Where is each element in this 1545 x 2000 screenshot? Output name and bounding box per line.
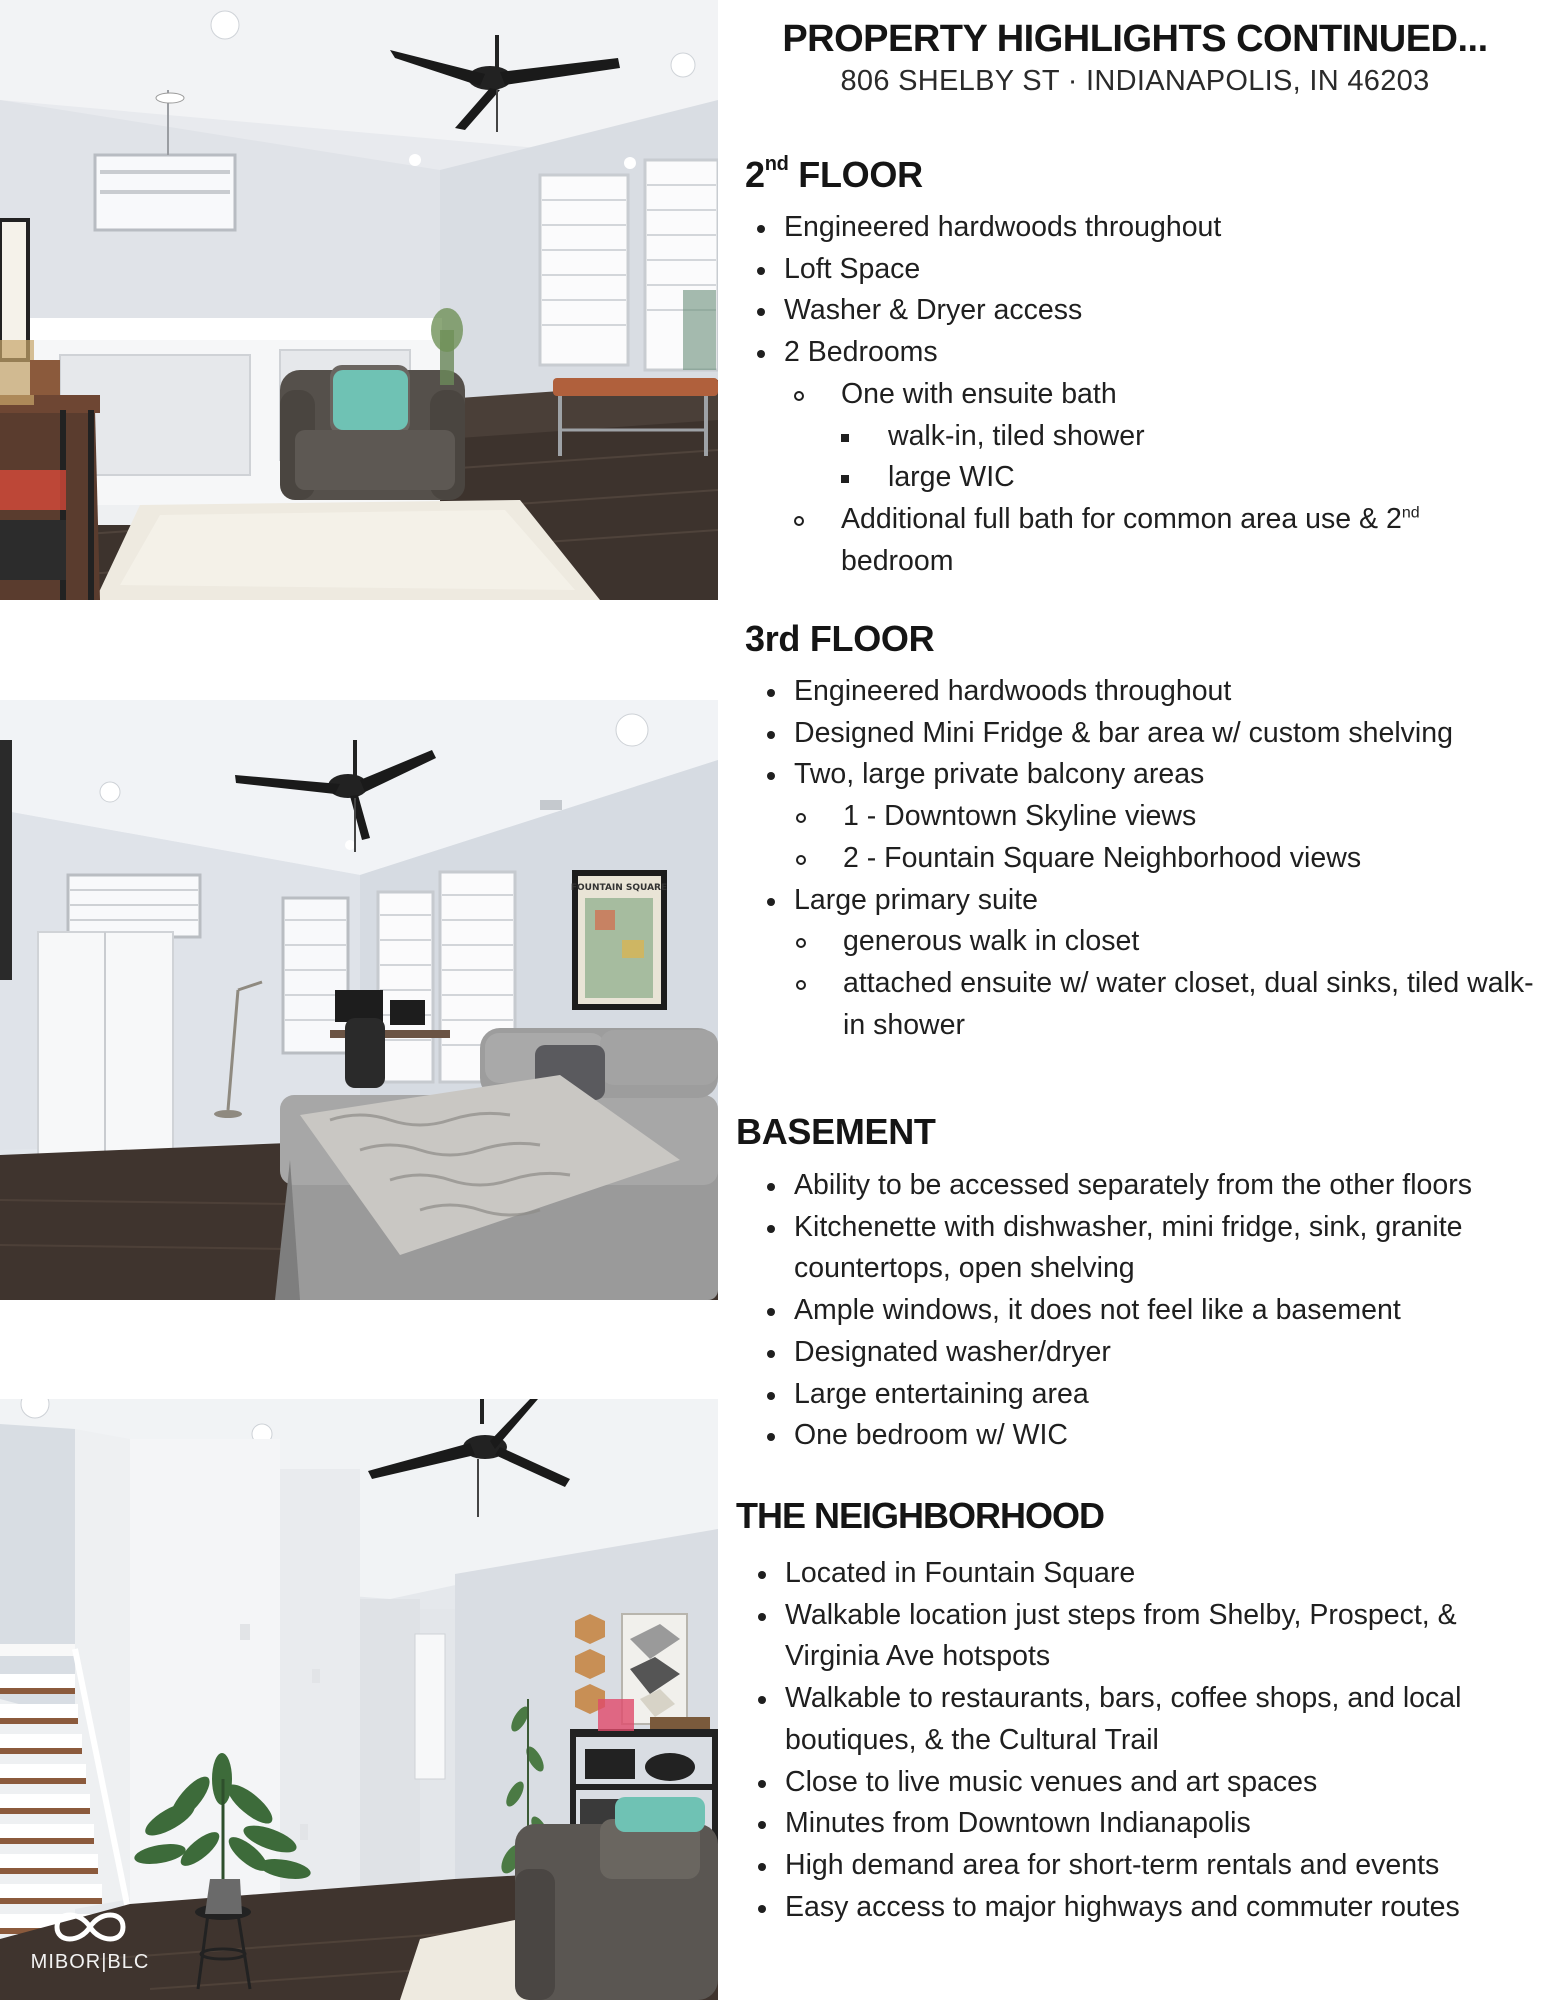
- page-header: [730, 16, 1540, 100]
- list-item: Large entertaining area: [755, 1374, 1536, 1416]
- list-item: Close to live music venues and art spaces: [746, 1762, 1536, 1804]
- list-item: 2 - Fountain Square Neighborhood views: [796, 838, 1540, 880]
- list-item: Walkable to restaurants, bars, coffee shops, and local boutiques, & the Cultural Trail: [746, 1678, 1536, 1761]
- list-item-label: One with ensuite bath: [841, 377, 1117, 410]
- page-title: PROPERTY HIGHLIGHTS CONTINUED...: [782, 18, 1488, 60]
- second-floor-heading-word: FLOOR: [798, 154, 923, 195]
- second-floor-list: [745, 207, 1540, 582]
- list-item: generous walk in closet: [796, 921, 1540, 963]
- list-item: attached ensuite w/ water closet, dual sinks, tiled walk-in shower: [796, 963, 1540, 1046]
- second-floor-heading-sup: nd: [764, 153, 789, 175]
- infinity-icon: [47, 1905, 133, 1949]
- list-item: Washer & Dryer access: [745, 290, 1540, 332]
- second-floor-heading-num: 2: [745, 154, 765, 195]
- ensuite-sublist: [841, 416, 1540, 499]
- list-item-additional-bath: [794, 499, 1540, 582]
- list-item-primary-suite: [755, 880, 1540, 1047]
- list-item: Loft Space: [745, 249, 1540, 291]
- list-item: Walkable location just steps from Shelby, Prospect, & Virginia Ave hotspots: [746, 1595, 1536, 1678]
- property-address: 806 SHELBY ST · INDIANAPOLIS, IN 46203: [840, 65, 1430, 97]
- list-item: Engineered hardwoods throughout: [745, 207, 1540, 249]
- suite-sublist: [796, 921, 1540, 1046]
- list-item: Ability to be accessed separately from the other floors: [755, 1165, 1536, 1207]
- poster-text: FOUNTAIN SQUARE: [570, 883, 668, 893]
- list-item: Easy access to major highways and commuter routes: [746, 1887, 1536, 1929]
- logo-text: MIBOR|BLC: [30, 1951, 150, 1973]
- mibor-blc-logo: [30, 1905, 150, 1974]
- list-item-label: 2 Bedrooms: [784, 336, 938, 369]
- neighborhood-heading: THE NEIGHBORHOOD: [736, 1495, 1105, 1536]
- list-item: Designated washer/dryer: [755, 1332, 1536, 1374]
- basement-list: [755, 1165, 1536, 1457]
- neighborhood-list: [746, 1553, 1536, 1928]
- third-floor-heading: 3rd FLOOR: [745, 618, 935, 659]
- bedroom-sublist: [794, 374, 1540, 583]
- second-floor-heading: [745, 146, 1540, 197]
- list-item-bedrooms: [745, 332, 1540, 582]
- list-item-label: Two, large private balcony areas: [794, 758, 1205, 791]
- list-item: Located in Fountain Square: [746, 1553, 1536, 1595]
- list-item: One bedroom w/ WIC: [755, 1415, 1536, 1457]
- neighborhood-section: [736, 1494, 1536, 1928]
- additional-bath-sup: nd: [1401, 504, 1420, 522]
- bedroom-photo: [0, 700, 718, 1300]
- list-item: Ample windows, it does not feel like a basement: [755, 1290, 1536, 1332]
- list-item: Kitchenette with dishwasher, mini fridge, sink, granite countertops, open shelving: [755, 1207, 1536, 1290]
- third-floor-section: [745, 617, 1540, 1046]
- balcony-sublist: [796, 796, 1540, 879]
- third-floor-list: [755, 671, 1540, 1046]
- list-item: Engineered hardwoods throughout: [755, 671, 1540, 713]
- loft-photo: [0, 0, 718, 600]
- additional-bath-suffix: bedroom: [841, 544, 954, 577]
- list-item: Minutes from Downtown Indianapolis: [746, 1803, 1536, 1845]
- list-item-ensuite: [794, 374, 1540, 499]
- list-item-balconies: [755, 754, 1540, 879]
- basement-heading: BASEMENT: [736, 1111, 936, 1152]
- list-item: large WIC: [841, 457, 1540, 499]
- list-item: Designed Mini Fridge & bar area w/ custom shelving: [755, 713, 1540, 755]
- list-item: walk-in, tiled shower: [841, 416, 1540, 458]
- list-item: 1 - Downtown Skyline views: [796, 796, 1540, 838]
- basement-section: [736, 1110, 1536, 1457]
- list-item-label: Large primary suite: [794, 883, 1038, 916]
- additional-bath-text: Additional full bath for common area use & 2: [841, 502, 1402, 535]
- second-floor-section: [745, 146, 1540, 582]
- list-item: High demand area for short-term rentals and events: [746, 1845, 1536, 1887]
